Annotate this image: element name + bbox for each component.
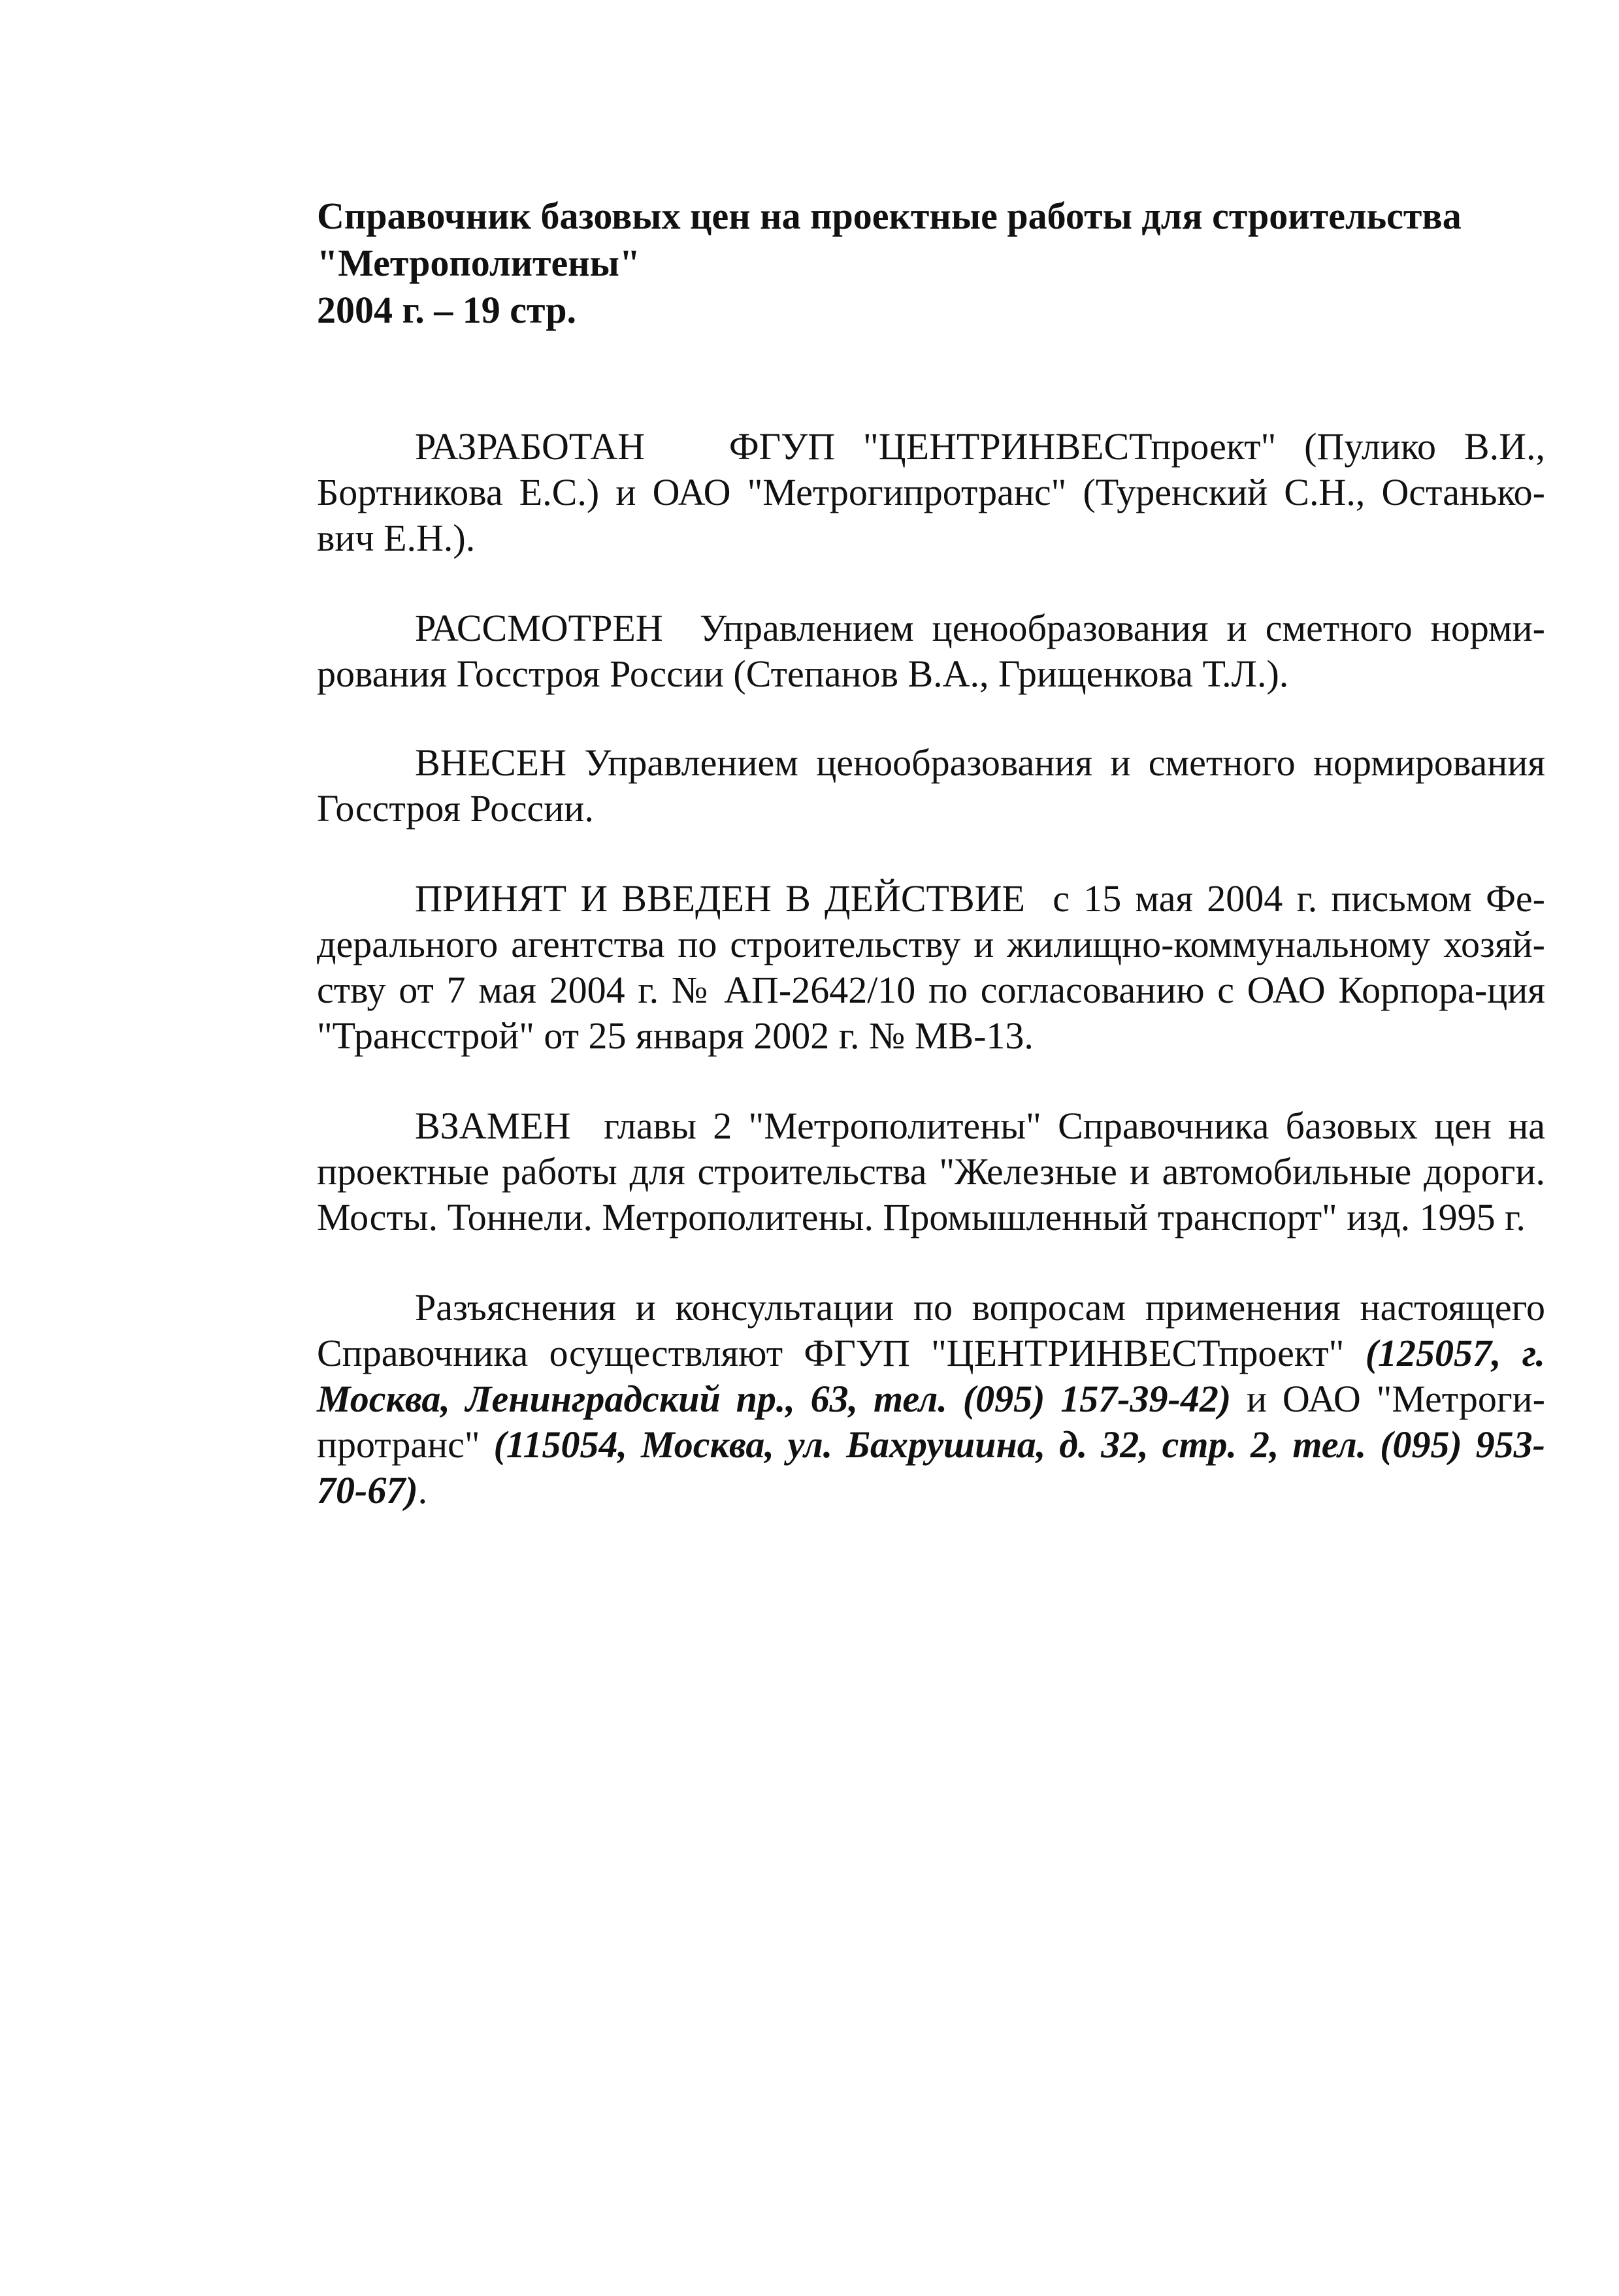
- address-centrinvestproekt: (125057, г. Москва, Ленинградский пр., 63, тел. (095) 157-39-42): [317, 1332, 1545, 1420]
- reviewed-text: Управлением ценообразования и сметного норми-рования Госстроя России (Степанов В.А., Грищенкова Т.Л.).: [317, 607, 1545, 695]
- developed-text: ФГУП "ЦЕНТРИНВЕСТпроект" (Пулико В.И., Бортникова Е.С.) и ОАО "Метрогипротранс" (Туренский С.Н., Останько-вич Е.Н.).: [317, 425, 1545, 559]
- developed-keyword: РАЗРАБОТАН: [415, 425, 646, 468]
- replaces-paragraph: [317, 1103, 1545, 1240]
- consultations-text-before: Разъяснения и консультации по вопросам применения настоящего Справочника осуществляют ФГУП "ЦЕНТРИНВЕСТпроект": [317, 1286, 1545, 1374]
- submitted-keyword: ВНЕСЕН: [415, 741, 566, 784]
- consultations-text-middle: и ОАО "Метроги-протранс": [317, 1378, 1546, 1466]
- address-metrogiprotrans: (115054, Москва, ул. Бахрушина, д. 32, стр. 2, тел. (095) 953-70-67): [317, 1423, 1545, 1512]
- document-page: [317, 193, 1545, 1513]
- replaces-text: главы 2 "Метрополитены" Справочника базовых цен на проектные работы для строительства "Железные и автомобильные дороги. Мосты. Тоннели. Метрополитены. Промышленный транспорт" изд. 1995 г.: [317, 1105, 1545, 1238]
- submitted-paragraph: [317, 740, 1545, 832]
- document-title: [317, 193, 1545, 334]
- submitted-text: Управлением ценообразования и сметного нормирования Госстроя России.: [317, 741, 1545, 830]
- adopted-paragraph: [317, 876, 1545, 1059]
- developed-paragraph: [317, 424, 1545, 561]
- title-line-2: "Метрополитены": [317, 242, 641, 284]
- consultations-paragraph: [317, 1285, 1545, 1513]
- replaces-keyword: ВЗАМЕН: [415, 1105, 571, 1147]
- reviewed-keyword: РАССМОТРЕН: [415, 607, 663, 649]
- adopted-text: с 15 мая 2004 г. письмом Фе-дерального агентства по строительству и жилищно-коммунальному хозяй-ству от 7 мая 2004 г. № АП-2642/10 по согласованию с ОАО Корпора-ция "Трансстрой" от 25 января 2002 г. № МВ-13.: [317, 877, 1545, 1057]
- adopted-keyword: ПРИНЯТ И ВВЕДЕН В ДЕЙСТВИЕ: [415, 877, 1025, 920]
- title-year-pages: 2004 г. – 19 стр.: [317, 289, 576, 331]
- consultations-text-after: .: [417, 1469, 428, 1512]
- title-line-1: Справочник базовых цен на проектные работы для строительства: [317, 195, 1462, 237]
- reviewed-paragraph: [317, 606, 1545, 697]
